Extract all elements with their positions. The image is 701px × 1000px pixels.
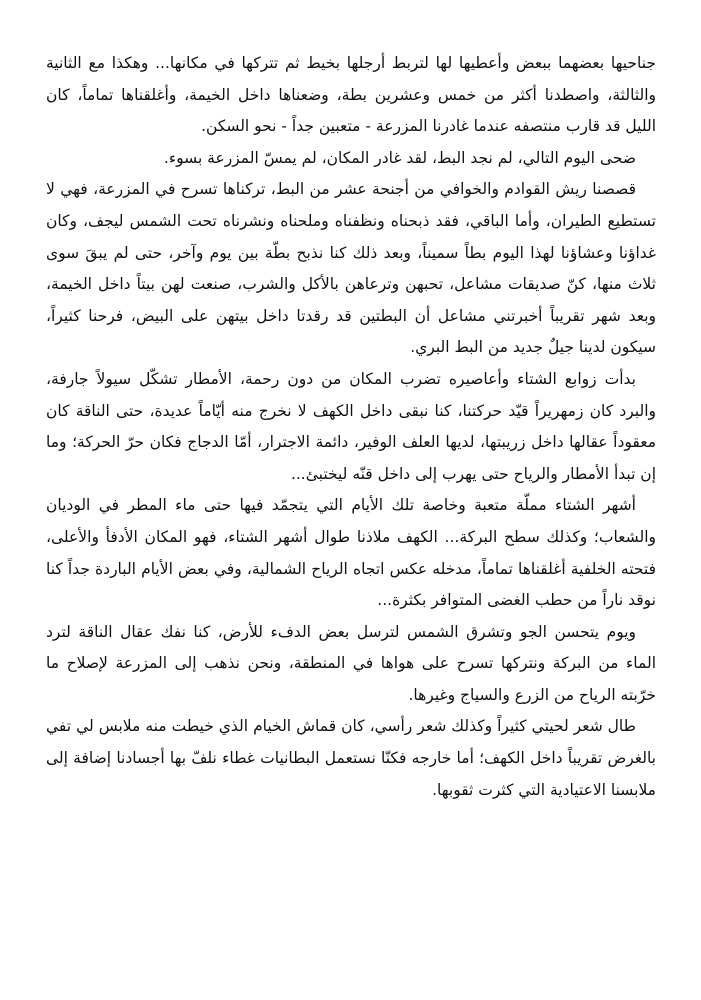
paragraph: ضحى اليوم التالي، لم نجد البط، لقد غادر المكان، لم يمسّ المزرعة بسوء. xyxy=(163,148,636,167)
paragraph: جناحيها بعضهما ببعض وأعطيها لها لتربط أرجلها بخيط ثم تتركها في مكانها... وهكذا مع الثانية والثالثة، واصطدنا أكثر من خمس وعشرين بطة، وضعناها داخل الخيمة، وأغلقناها تماماً، كان الليل قد قارب منتصفه عندما غادرنا المزرعة - متعبين جداً - نحو السكن. xyxy=(46,54,656,136)
paragraph: ويوم يتحسن الجو وتشرق الشمس لترسل بعض الدفء للأرض، كنا نفك عقال الناقة لترد الماء من البركة ونتركها تسرح على هواها في المنطقة، ونحن نذهب إلى المزرعة لإصلاح ما خرّبته الرياح من الزرع والسياج وغيرها. xyxy=(46,622,656,704)
paragraph: طال شعر لحيتي كثيراً وكذلك شعر رأسي، كان قماش الخيام الذي خيطت منه ملابس لي تفي بالغرض تقريباً داخل الكهف؛ أما خارجه فكنّا نستعمل البطانيات غطاء نلفّ بها أجسادنا إضافة إلى ملابسنا الاعتيادية التي كثرت ثقوبها. xyxy=(46,717,656,799)
paragraph: أشهر الشتاء مملّة متعبة وخاصة تلك الأيام التي يتجمّد فيها حتى ماء المطر في الوديان والشعاب؛ وكذلك سطح البركة... الكهف ملاذنا طوال أشهر الشتاء، فهو المكان الأدفأ والأعلى، فتحته الخلفية أغلقناها تماماً، مدخله عكس اتجاه الرياح الشمالية، وفي بعض الأيام الباردة جداً كنا نوقد ناراً من حطب الغضى المتوافر بكثرة... xyxy=(46,496,656,610)
body-text xyxy=(46,48,656,806)
paragraph: قصصنا ريش القوادم والخوافي من أجنحة عشر من البط، تركناها تسرح في المزرعة، فهي لا تستطيع الطيران، وأما الباقي، فقد ذبحناه ونظفناه وملحناه ونشرناه تحت الشمس ليجف، وكان غداؤنا وعشاؤنا لهذا اليوم بطاً سميناً، وبعد ذلك كنا نذبح بطّة بين يوم وآخر، حتى لم يبقَ سوى ثلاث منها، كنّ صديقات مشاعل، تحبهن وترعاهن بالأكل والشرب، صنعت لهن بيتاً داخل الخيمة، وبعد شهر تقريباً أخبرتني مشاعل أن البطتين قد رقدتا داخل بيتهن على البيض، فرحنا كثيراً، سيكون لدينا جيلٌ جديد من البط البري. xyxy=(46,180,656,357)
paragraph: بدأت زوابع الشتاء وأعاصيره تضرب المكان من دون رحمة، الأمطار تشكّل سيولاً جارفة، والبرد كان زمهريراً قيّد حركتنا، كنا نبقى داخل الكهف لا نخرج منه أيّاماً عديدة، حتى الناقة كان معقوداً عقالها داخل زريبتها، لديها العلف الوفير، دائمة الاجترار، أمّا الدجاج فكان حرّ الحركة؛ وما إن تبدأ الأمطار والرياح حتى يهرب إلى داخل قنّه ليختبئ... xyxy=(46,369,656,483)
